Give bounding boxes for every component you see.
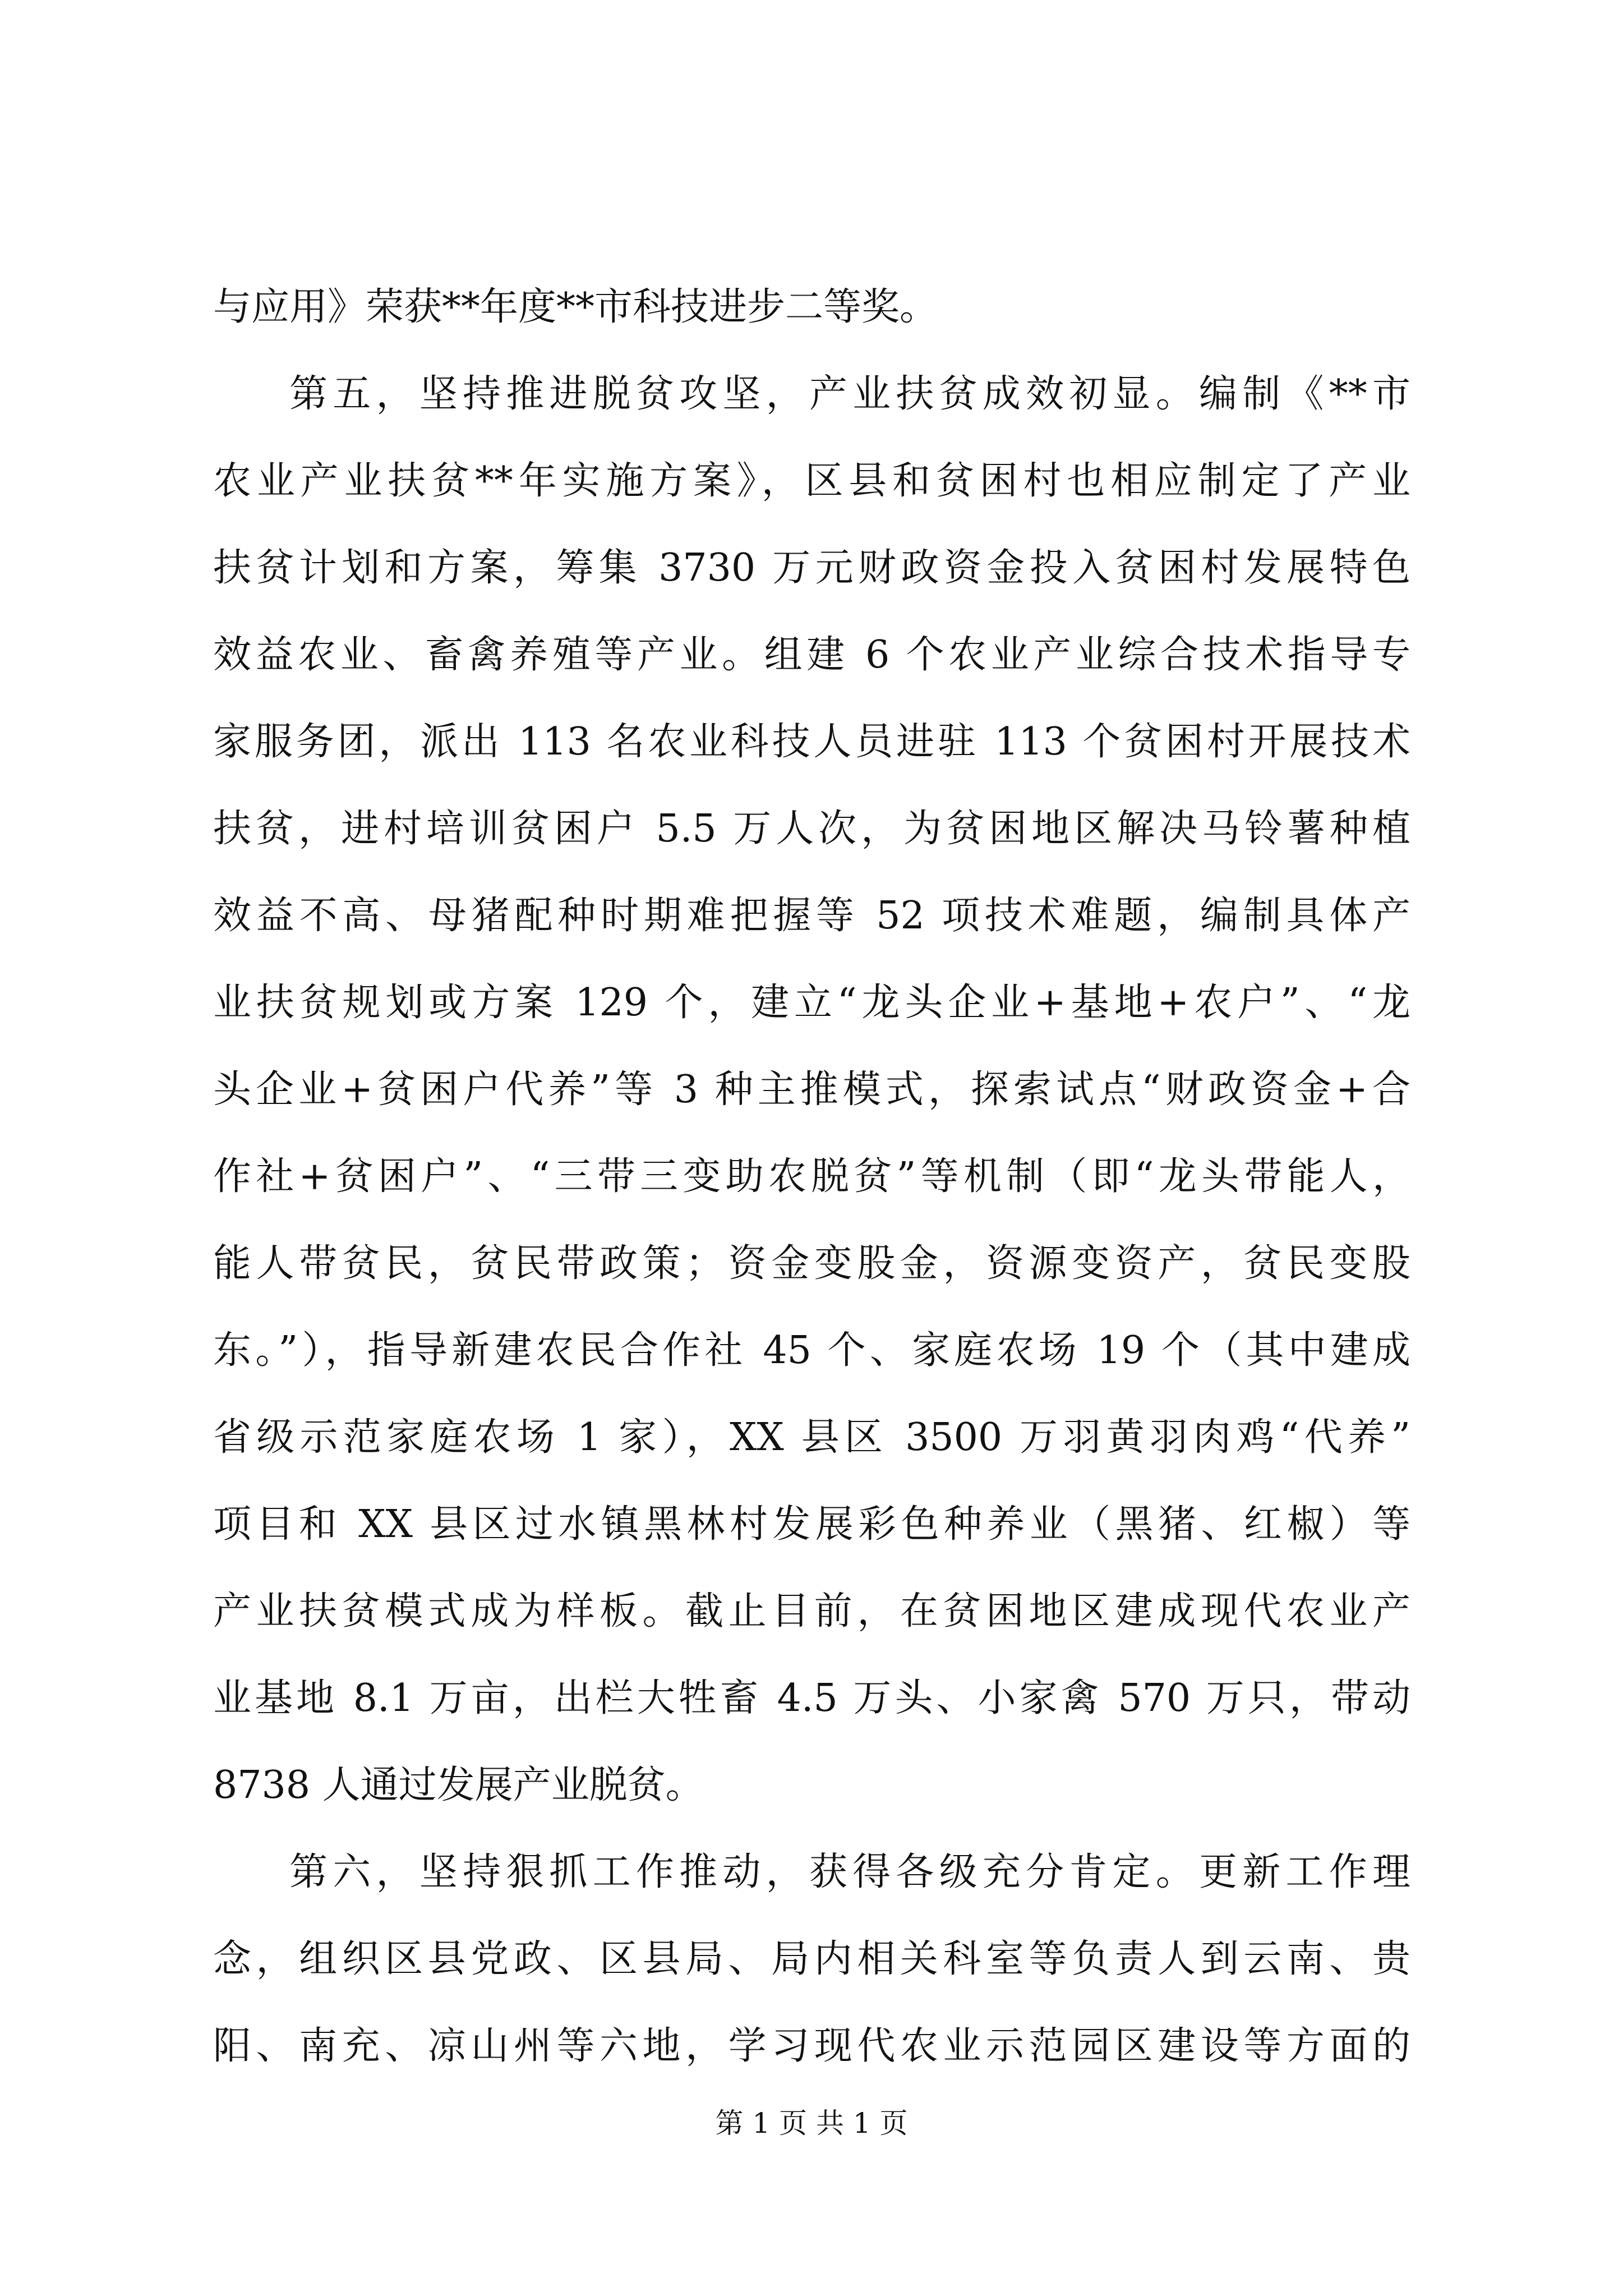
- text-line: 效益不高、母猪配种时期难把握等 52 项技术难题，编制具体产: [213, 894, 1410, 938]
- paragraph-first-line: 第五，坚持推进脱贫攻坚，产业扶贫成效初显。编制《**市: [289, 372, 1410, 416]
- text-line: 念，组织区县党政、区县局、局内相关科室等负责人到云南、贵: [213, 1937, 1410, 1981]
- text-line: 业扶贫规划或方案 129 个，建立“龙头企业+基地+农户”、“龙: [213, 981, 1410, 1025]
- text-line: 产业扶贫模式成为样板。截止目前，在贫困地区建成现代农业产: [213, 1589, 1410, 1634]
- text-line: 效益农业、畜禽养殖等产业。组建 6 个农业产业综合技术指导专: [213, 633, 1410, 677]
- text-line: 头企业+贫困户代养”等 3 种主推模式，探索试点“财政资金+合: [213, 1068, 1410, 1112]
- text-line: 8738 人通过发展产业脱贫。: [213, 1763, 704, 1807]
- text-line: 家服务团，派出 113 名农业科技人员进驻 113 个贫困村开展技术: [213, 720, 1410, 764]
- paragraph-first-line: 第六，坚持狠抓工作推动，获得各级充分肯定。更新工作理: [289, 1850, 1410, 1894]
- text-line: 东。”），指导新建农民合作社 45 个、家庭农场 19 个（其中建成: [213, 1328, 1410, 1373]
- text-line: 业基地 8.1 万亩，出栏大牲畜 4.5 万头、小家禽 570 万只，带动: [213, 1676, 1410, 1720]
- text-line: 作社+贫困户”、“三带三变助农脱贫”等机制（即“龙头带能人，: [213, 1154, 1410, 1199]
- text-line: 省级示范家庭农场 1 家），XX 县区 3500 万羽黄羽肉鸡“代养”: [213, 1415, 1410, 1460]
- text-line: 农业产业扶贫**年实施方案》，区县和贫困村也相应制定了产业: [213, 459, 1410, 503]
- text-line: 阳、南充、凉山州等六地，学习现代农业示范园区建设等方面的: [213, 2024, 1410, 2068]
- page-footer: 第 1 页 共 1 页: [715, 2107, 908, 2139]
- text-line: 与应用》荣获**年度**市科技进步二等奖。: [213, 285, 938, 329]
- text-line: 能人带贫民，贫民带政策；资金变股金，资源变资产，贫民变股: [213, 1241, 1410, 1286]
- text-line: 扶贫，进村培训贫困户 5.5 万人次，为贫困地区解决马铃薯种植: [213, 807, 1410, 851]
- text-line: 项目和 XX 县区过水镇黑林村发展彩色种养业（黑猪、红椒）等: [213, 1502, 1410, 1547]
- text-line: 扶贫计划和方案，筹集 3730 万元财政资金投入贫困村发展特色: [213, 546, 1410, 590]
- document-body: [213, 264, 1410, 2090]
